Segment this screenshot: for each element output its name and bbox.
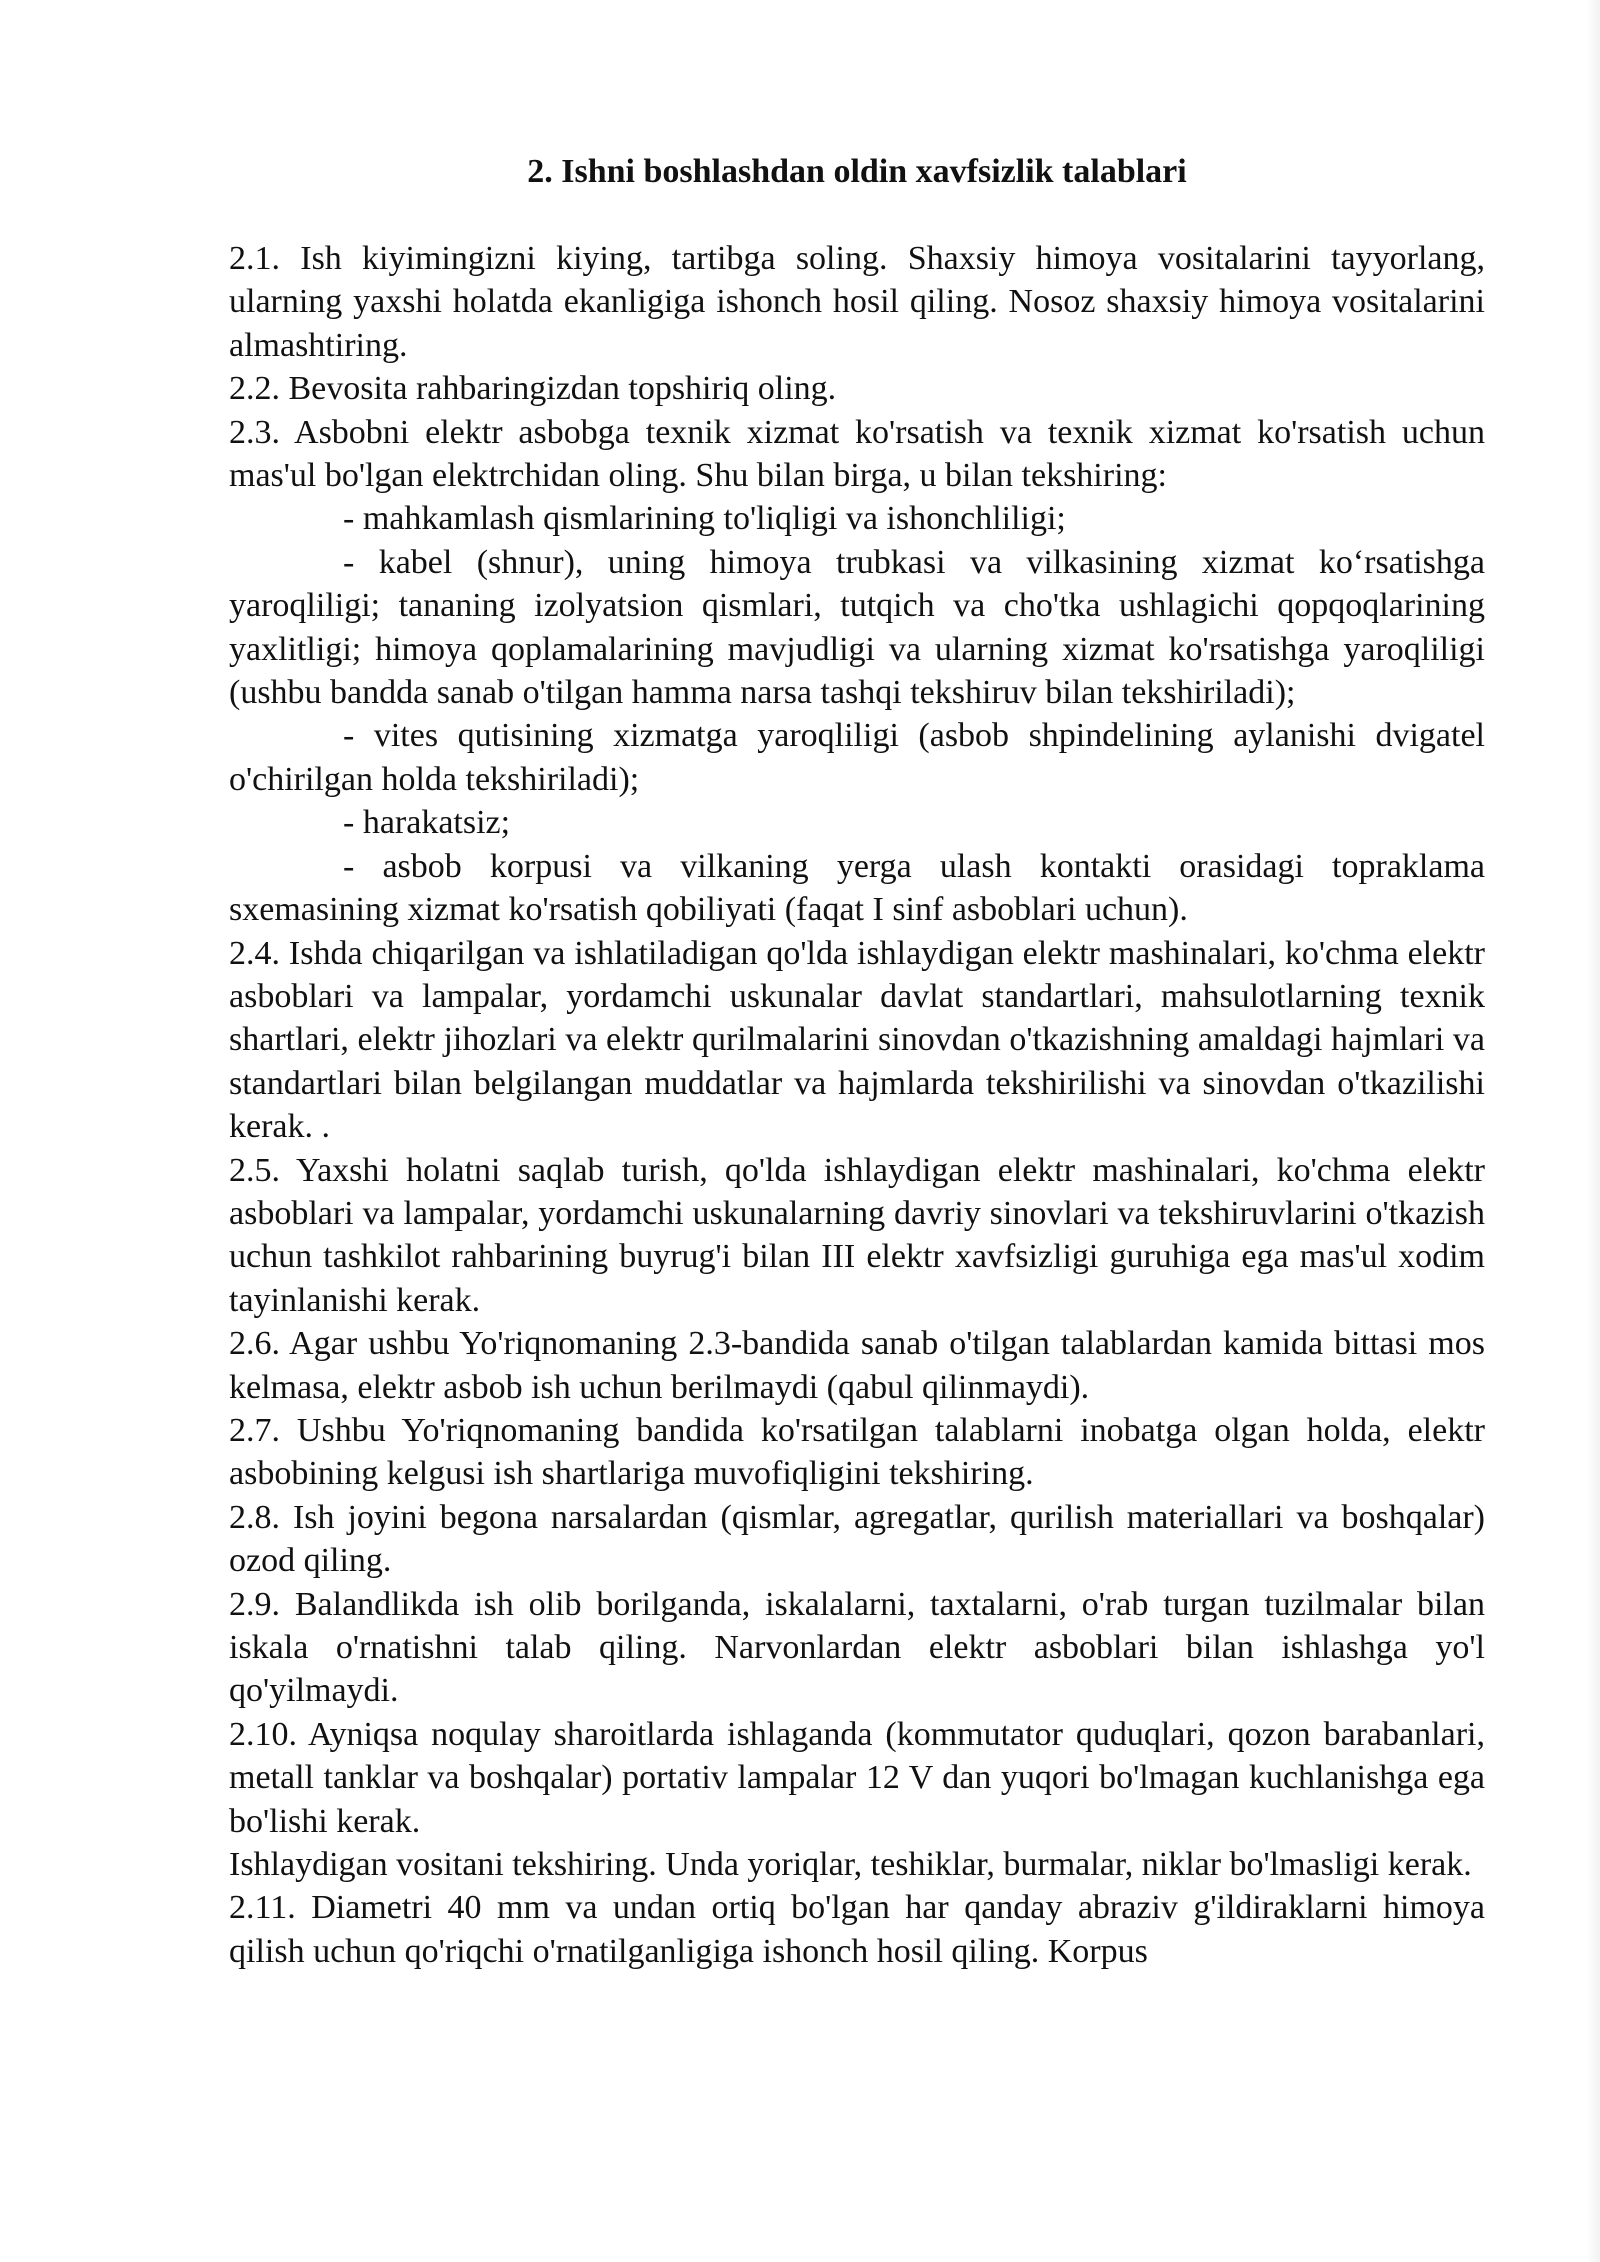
list-item-fastening: - mahkamlash qismlarining to'liqligi va ishonchliligi; [343,500,1066,538]
document-title: 2. Ishni boshlashdan oldin xavfsizlik talablari [527,153,1187,190]
document-body [229,150,1485,1973]
paragraph-2-5: 2.5. Yaxshi holatni saqlab turish, qo'lda ishlaydigan elektr mashinalari, ko'chma elektr asboblari va lampalar, yordamchi uskunalarning davriy sinovlari va tekshiruvlarini o'tkazish uchun tashkilot rahbarining buyrug'i bilan III elektr xavfsizligi guruhiga ega mas'ul xodim tayinlanishi kerak. [229,1151,1485,1319]
paragraph-2-3: 2.3. Asbobni elektr asbobga texnik xizmat ko'rsatish va texnik xizmat ko'rsatish uchun mas'ul bo'lgan elektrchidan oling. Shu bilan birga, u bilan tekshiring: [229,413,1485,495]
list-item-gearbox: - vites qutisining xizmatga yaroqliligi (asbob shpindelining aylanishi dvigatel o'chirilgan holda tekshiriladi); [229,717,1485,798]
paragraph-2-10: 2.10. Ayniqsa noqulay sharoitlarda ishlaganda (kommutator quduqlari, qozon barabanlari, metall tanklar va boshqalar) portativ lampalar 12 V dan yuqori bo'lmagan kuchlanishga ega bo'lishi kerak. [229,1715,1485,1840]
paragraph-2-2: 2.2. Bevosita rahbaringizdan topshiriq oling. [229,370,837,408]
paragraph-tool-check: Ishlaydigan vositani tekshiring. Unda yoriqlar, teshiklar, burmalar, niklar bo'lmasligi kerak. [229,1846,1472,1884]
page-edge-shadow [1586,0,1600,2262]
list-item-stationary: - harakatsiz; [343,804,511,842]
paragraph-2-11: 2.11. Diametri 40 mm va undan ortiq bo'lgan har qanday abraziv g'ildiraklarni himoya qilish uchun qo'riqchi o'rnatilganligiga ishonch hosil qiling. Korpus [229,1889,1485,1970]
paragraph-2-1: 2.1. Ish kiyimingizni kiying, tartibga soling. Shaxsiy himoya vositalarini tayyorlang, ularning yaxshi holatda ekanligiga ishonch hosil qiling. Nosoz shaxsiy himoya vositalarini almashtiring. [229,240,1485,364]
paragraph-2-7: 2.7. Ushbu Yo'riqnomaning bandida ko'rsatilgan talablarni inobatga olgan holda, elektr asbobining kelgusi ish shartlariga muvofiqligini tekshiring. [229,1411,1485,1493]
paragraph-2-4: 2.4. Ishda chiqarilgan va ishlatiladigan qo'lda ishlaydigan elektr mashinalari, ko'chma elektr asboblari va lampalar, yordamchi uskunalar davlat standartlari, mahsulotlarning texnik shartlari, elektr jihozlari va elektr qurilmalarini sinovdan o'tkazishning amaldagi hajmlari va standartlari bilan belgilangan muddatlar va hajmlarda tekshirilishi va sinovdan o'tkazilishi kerak. . [229,934,1485,1146]
paragraph-2-6: 2.6. Agar ushbu Yo'riqnomaning 2.3-bandida sanab o'tilgan talablardan kamida bittasi mos kelmasa, elektr asbob ish uchun berilmaydi (qabul qilinmaydi). [229,1325,1485,1406]
paragraph-2-8: 2.8. Ish joyini begona narsalardan (qismlar, agregatlar, qurilish materiallari va boshqalar) ozod qiling. [229,1498,1485,1580]
paragraph-2-9: 2.9. Balandlikda ish olib borilganda, iskalalarni, taxtalarni, o'rab turgan tuzilmalar bilan iskala o'rnatishni talab qiling. Narvonlardan elektr asboblari bilan ishlashga yo'l qo'yilmaydi. [229,1585,1485,1710]
list-item-cable: - kabel (shnur), uning himoya trubkasi va vilkasining xizmat ko‘rsatishga yaroqliligi; tananing izolyatsion qismlari, tutqich va cho'tka ushlagichi qopqoqlarining yaxlitligi; himoya qoplamalarining mavjudligi va ularning xizmat ko'rsatishga yaroqliligi (ushbu bandda sanab o'tilgan hamma narsa tashqi tekshiruv bilan tekshiriladi); [229,543,1485,712]
list-item-grounding: - asbob korpusi va vilkaning yerga ulash kontakti orasidagi topraklama sxemasining xizmat ko'rsatish qobiliyati (faqat I sinf asboblari uchun). [229,847,1485,929]
